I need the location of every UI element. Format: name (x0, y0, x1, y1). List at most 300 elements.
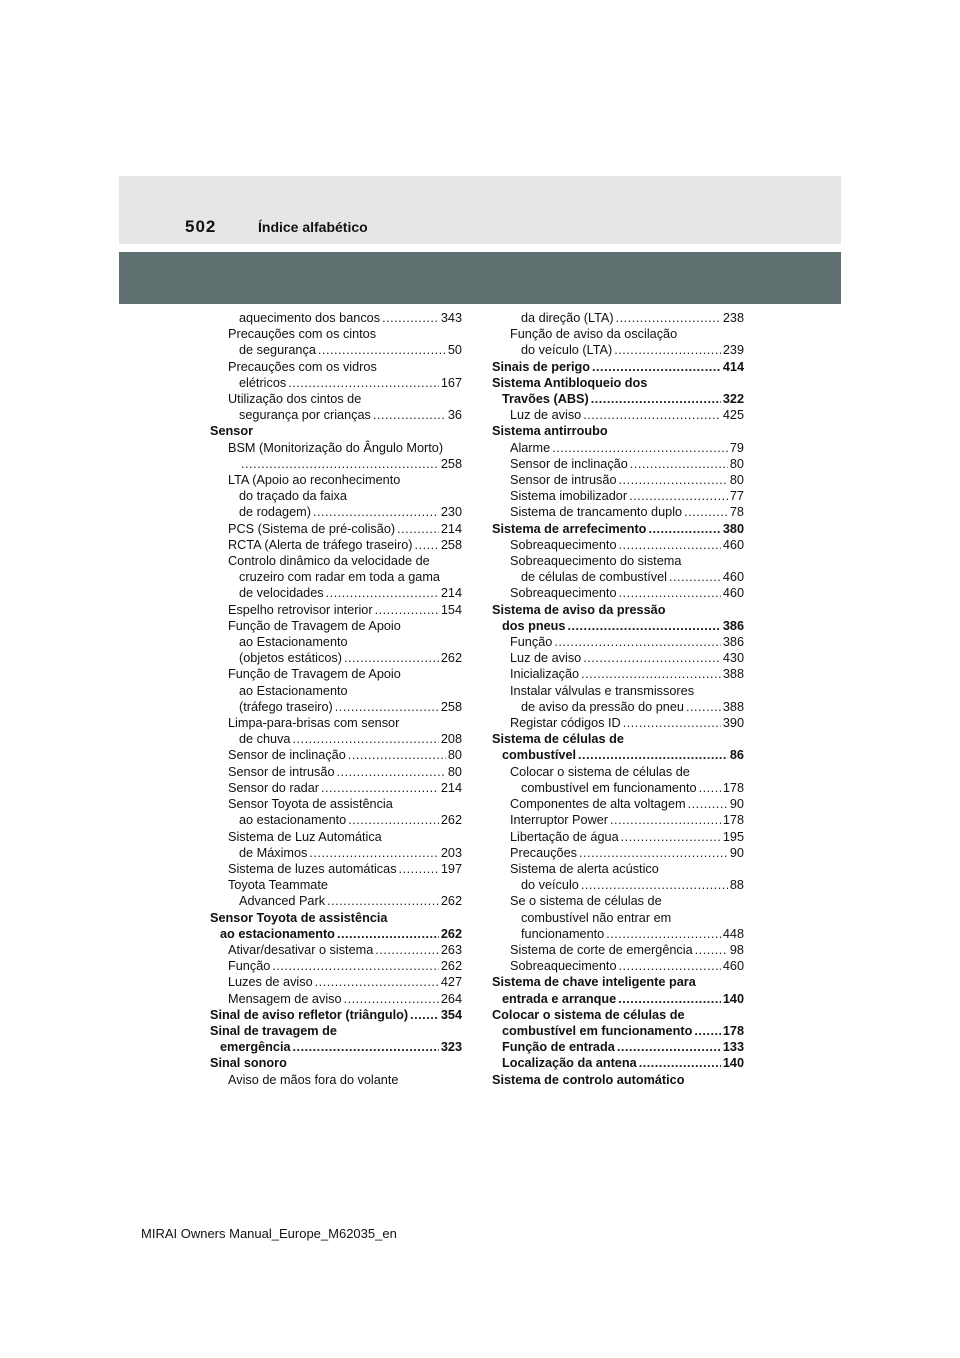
index-entry (210, 488, 462, 504)
page-reference: 80 (729, 456, 744, 471)
index-term: de velocidades (239, 586, 324, 601)
dot-leader (344, 991, 439, 1007)
page-reference: 167 (440, 375, 462, 390)
index-entry (210, 683, 462, 699)
index-entry (492, 731, 744, 747)
page-reference: 460 (722, 959, 744, 974)
index-entry (492, 440, 744, 456)
page-reference: 427 (440, 975, 462, 990)
page-reference: 90 (729, 845, 744, 860)
dot-leader (648, 521, 720, 537)
page-reference: 86 (729, 748, 744, 763)
index-term: de chuva (239, 732, 291, 747)
dot-leader (583, 407, 721, 423)
page-reference: 460 (722, 537, 744, 552)
section-title: Índice alfabético (258, 219, 368, 235)
index-entry (492, 602, 744, 618)
index-term: Sobreaquecimento (510, 586, 617, 601)
dot-leader (373, 407, 446, 423)
index-entry (210, 829, 462, 845)
dot-leader (639, 1055, 721, 1071)
index-entry (492, 893, 744, 909)
index-term: entrada e arranque (502, 991, 617, 1006)
page-reference: 80 (447, 748, 462, 763)
index-entry (210, 618, 462, 634)
index-entry (492, 683, 744, 699)
index-term: Sobreaquecimento (510, 537, 617, 552)
index-entry (492, 456, 744, 472)
index-entry (210, 942, 462, 958)
dot-leader (606, 926, 721, 942)
page-reference: 79 (729, 440, 744, 455)
header-band (119, 176, 841, 244)
index-entry (492, 407, 744, 423)
page-reference: 322 (722, 392, 744, 407)
index-entry (210, 553, 462, 569)
index-entry (492, 991, 744, 1007)
index-entry (210, 845, 462, 861)
index-term: Sistema de controlo automático (492, 1072, 685, 1087)
index-entry (492, 926, 744, 942)
index-term: Função (510, 635, 553, 650)
index-term: Sistema de chave inteligente para (492, 975, 696, 990)
index-term: Sistema de células de (492, 732, 624, 747)
page-reference: 258 (440, 699, 462, 714)
index-term: do veículo (521, 878, 579, 893)
index-entry (210, 456, 462, 472)
index-term: Sistema de luzes automáticas (228, 861, 397, 876)
page-reference: 238 (722, 311, 744, 325)
index-entry (210, 423, 462, 439)
dot-leader (397, 521, 439, 537)
dot-leader (578, 747, 728, 763)
dot-leader (309, 845, 438, 861)
index-term: Sistema imobilizador (510, 489, 628, 504)
page-reference: 78 (729, 505, 744, 520)
page-reference: 414 (722, 359, 744, 374)
index-term: Precauções com os vidros (228, 359, 377, 374)
page-reference: 88 (729, 878, 744, 893)
dot-leader (616, 310, 721, 326)
dot-leader (619, 585, 721, 601)
page-reference: 262 (440, 813, 462, 828)
dot-leader (619, 472, 728, 488)
page-reference: 425 (722, 408, 744, 423)
index-entry (492, 845, 744, 861)
index-entry (210, 537, 462, 553)
index-entry (492, 910, 744, 926)
dot-leader (699, 780, 721, 796)
dot-leader (581, 877, 728, 893)
page-reference: 80 (447, 764, 462, 779)
index-term: Espelho retrovisor interior (228, 602, 373, 617)
dot-leader (618, 991, 721, 1007)
index-term: LTA (Apoio ao reconhecimento (228, 473, 401, 488)
dot-leader (579, 845, 728, 861)
index-entry (210, 521, 462, 537)
dot-leader (337, 926, 439, 942)
dot-leader (335, 699, 439, 715)
index-term: Registar códigos ID (510, 716, 621, 731)
index-term: Função de Travagem de Apoio (228, 618, 401, 633)
dot-leader (315, 974, 439, 990)
dot-leader (293, 1039, 439, 1055)
page-reference: 430 (722, 651, 744, 666)
index-entry (492, 504, 744, 520)
index-entry (492, 1072, 744, 1088)
index-term: Sensor do radar (228, 780, 319, 795)
index-entry (210, 585, 462, 601)
dot-leader (617, 1039, 721, 1055)
page-reference: 214 (440, 780, 462, 795)
index-term: Sistema antirroubo (492, 424, 608, 439)
index-term: aquecimento dos bancos (239, 311, 381, 325)
index-entry (492, 666, 744, 682)
page-reference: 214 (440, 586, 462, 601)
index-entry (492, 861, 744, 877)
index-entry (210, 504, 462, 520)
page-reference: 388 (722, 667, 744, 682)
index-term: da direção (LTA) (521, 311, 614, 325)
dot-leader (288, 375, 439, 391)
index-term: de células de combustível (521, 570, 667, 585)
page-reference: 460 (722, 570, 744, 585)
page-reference: 388 (722, 699, 744, 714)
dot-leader (375, 602, 439, 618)
index-term: combustível (502, 748, 577, 763)
dot-leader (619, 537, 721, 553)
dot-leader (592, 359, 721, 375)
index-entry (210, 1039, 462, 1055)
page-reference: 262 (440, 651, 462, 666)
index-term: funcionamento (521, 926, 605, 941)
index-term: Mensagem de aviso (228, 991, 342, 1006)
index-entry (492, 1007, 744, 1023)
page-reference: 460 (722, 586, 744, 601)
index-term: Função de entrada (502, 1040, 615, 1055)
index-entry (492, 342, 744, 358)
index-term: combustível não entrar em (521, 910, 672, 925)
dot-leader (591, 391, 721, 407)
index-column-right (492, 310, 744, 1088)
page-reference: 343 (440, 311, 462, 325)
index-term: Sensor Toyota de assistência (210, 910, 388, 925)
index-entry (492, 1055, 744, 1071)
index-term: (objetos estáticos) (239, 651, 342, 666)
dot-leader (614, 342, 721, 358)
page-reference: 140 (722, 1056, 744, 1071)
index-term: do traçado da faixa (239, 489, 347, 504)
page-reference: 140 (722, 991, 744, 1006)
index-term: Localização da antena (502, 1056, 637, 1071)
index-entry (492, 537, 744, 553)
index-entry (210, 440, 462, 456)
index-term: Ativar/desativar o sistema (228, 942, 374, 957)
index-term: Aviso de mãos fora do volante (228, 1072, 399, 1087)
index-term: Sensor de intrusão (510, 473, 617, 488)
page-reference: 36 (447, 408, 462, 423)
index-entry (210, 375, 462, 391)
index-term: ao estacionamento (239, 813, 347, 828)
index-entry (492, 634, 744, 650)
index-term: de rodagem) (239, 505, 311, 520)
index-entry (210, 1072, 462, 1088)
index-term: Sensor (210, 424, 254, 439)
section-band (119, 252, 841, 304)
index-term: Sistema de aviso da pressão (492, 602, 666, 617)
index-entry (492, 780, 744, 796)
index-term: Limpa-para-brisas com sensor (228, 716, 400, 731)
index-term: Libertação de água (510, 829, 619, 844)
dot-leader (327, 893, 439, 909)
index-term: Instalar válvulas e transmissores (510, 683, 695, 698)
index-term: Sistema de trancamento duplo (510, 505, 683, 520)
dot-leader (321, 780, 439, 796)
index-entry (492, 650, 744, 666)
index-entry (492, 958, 744, 974)
index-entry (210, 359, 462, 375)
dot-leader (686, 699, 721, 715)
index-entry (492, 942, 744, 958)
index-term: Sensor de intrusão (228, 764, 335, 779)
index-entry (492, 877, 744, 893)
index-entry (492, 747, 744, 763)
index-term: Travões (ABS) (502, 392, 589, 407)
page-reference: 239 (722, 343, 744, 358)
page-reference: 386 (722, 635, 744, 650)
index-entry (210, 731, 462, 747)
page-reference: 154 (440, 602, 462, 617)
dot-leader (581, 666, 721, 682)
index-entry (210, 472, 462, 488)
index-term: dos pneus (502, 618, 566, 633)
index-entry (210, 666, 462, 682)
index-entry (492, 812, 744, 828)
index-term: combustível em funcionamento (521, 780, 697, 795)
index-entry (210, 926, 462, 942)
dot-leader (348, 747, 446, 763)
index-term: Função de aviso da oscilação (510, 327, 678, 342)
index-entry (210, 391, 462, 407)
index-entry (492, 1039, 744, 1055)
index-entry (492, 618, 744, 634)
index-entry (210, 342, 462, 358)
page-reference: 98 (729, 942, 744, 957)
index-entry (210, 699, 462, 715)
index-term: ao Estacionamento (239, 635, 348, 650)
index-term: Sensor Toyota de assistência (228, 797, 393, 812)
index-term: PCS (Sistema de pré-colisão) (228, 521, 396, 536)
index-entry (210, 1023, 462, 1039)
index-term: Sinal de aviso refletor (triângulo) (210, 1007, 409, 1022)
index-term: elétricos (239, 375, 287, 390)
dot-leader (610, 812, 721, 828)
dot-leader (415, 537, 439, 553)
dot-leader (623, 715, 721, 731)
dot-leader (344, 650, 439, 666)
page-reference: 197 (440, 861, 462, 876)
index-entry (492, 974, 744, 990)
index-term: Luz de aviso (510, 408, 582, 423)
index-term: Sistema de arrefecimento (492, 521, 647, 536)
index-term: do veículo (LTA) (521, 343, 613, 358)
index-term: Sistema de Luz Automática (228, 829, 382, 844)
index-entry (492, 715, 744, 731)
index-term: BSM (Monitorização do Ângulo Morto) (228, 440, 444, 455)
index-entry (210, 910, 462, 926)
page-reference: 195 (722, 829, 744, 844)
page-reference: 380 (722, 521, 744, 536)
index-entry (210, 326, 462, 342)
page-reference: 203 (440, 845, 462, 860)
page-reference: 323 (440, 1040, 462, 1055)
index-entry (210, 812, 462, 828)
index-term: Toyota Teammate (228, 878, 328, 893)
page-reference: 178 (722, 780, 744, 795)
index-entry (210, 958, 462, 974)
page-reference: 208 (440, 732, 462, 747)
index-entry (492, 521, 744, 537)
index-entry (492, 488, 744, 504)
index-term: Inicialização (510, 667, 580, 682)
page-reference: 262 (440, 959, 462, 974)
index-term: Colocar o sistema de células de (510, 764, 690, 779)
index-entry (492, 585, 744, 601)
page-reference: 354 (440, 1007, 462, 1022)
dot-leader (337, 764, 446, 780)
index-entry (210, 1055, 462, 1071)
page-reference: 214 (440, 521, 462, 536)
page-reference: 263 (440, 942, 462, 957)
index-term: (tráfego traseiro) (239, 699, 333, 714)
dot-leader (684, 504, 728, 520)
index-entry (210, 650, 462, 666)
index-entry (492, 569, 744, 585)
index-term: Sobreaquecimento do sistema (510, 554, 682, 569)
page-reference: 178 (722, 1023, 744, 1038)
index-entry (492, 1023, 744, 1039)
dot-leader (348, 812, 439, 828)
dot-leader (241, 456, 439, 472)
index-entry (210, 715, 462, 731)
page-reference: 230 (440, 505, 462, 520)
page-reference: 50 (447, 343, 462, 358)
index-term: Componentes de alta voltagem (510, 797, 686, 812)
page-reference: 262 (440, 926, 462, 941)
index-entry (492, 375, 744, 391)
index-entry (492, 699, 744, 715)
page-reference: 80 (729, 473, 744, 488)
dot-leader (695, 942, 728, 958)
dot-leader (630, 456, 728, 472)
index-entry (492, 553, 744, 569)
index-term: Sensor de inclinação (228, 748, 346, 763)
index-term: RCTA (Alerta de tráfego traseiro) (228, 537, 413, 552)
index-term: de segurança (239, 343, 316, 358)
index-term: Sinal de travagem de (210, 1023, 337, 1038)
index-term: Sobreaquecimento (510, 959, 617, 974)
index-entry (210, 877, 462, 893)
index-entry (210, 780, 462, 796)
index-term: Sistema Antibloqueio dos (492, 375, 648, 390)
index-term: Luz de aviso (510, 651, 582, 666)
index-entry (492, 391, 744, 407)
index-term: ao Estacionamento (239, 683, 348, 698)
index-term: Luzes de aviso (228, 975, 313, 990)
dot-leader (694, 1023, 720, 1039)
index-term: Interruptor Power (510, 813, 609, 828)
dot-leader (293, 731, 439, 747)
index-term: Alarme (510, 440, 551, 455)
index-entry (492, 796, 744, 812)
page-number: 502 (185, 217, 217, 236)
index-entry (492, 359, 744, 375)
dot-leader (410, 1007, 439, 1023)
index-entry (210, 407, 462, 423)
index-term: de aviso da pressão do pneu (521, 699, 684, 714)
index-term: Função de Travagem de Apoio (228, 667, 401, 682)
index-entry (210, 1007, 462, 1023)
dot-leader (688, 796, 728, 812)
index-term: Sistema de corte de emergência (510, 942, 693, 957)
index-term: Função (228, 959, 271, 974)
index-term: Se o sistema de células de (510, 894, 662, 909)
index-entry (210, 796, 462, 812)
index-column-left (210, 310, 462, 1088)
index-term: combustível em funcionamento (502, 1023, 693, 1038)
index-term: ao estacionamento (220, 926, 335, 941)
index-entry (492, 310, 744, 326)
page-reference: 448 (722, 926, 744, 941)
index-entry (210, 861, 462, 877)
index-term: Utilização dos cintos de (228, 392, 362, 407)
index-entry (210, 634, 462, 650)
dot-leader (567, 618, 720, 634)
index-term: emergência (220, 1040, 291, 1055)
dot-leader (313, 504, 439, 520)
index-term: Precauções (510, 845, 577, 860)
index-term: Sinal sonoro (210, 1056, 287, 1071)
index-entry (492, 829, 744, 845)
index-term: Controlo dinâmico da velocidade de (228, 554, 430, 569)
page-reference: 258 (440, 456, 462, 471)
index-entry (492, 326, 744, 342)
footer-manual-id: MIRAI Owners Manual_Europe_M62035_en (141, 1226, 397, 1241)
index-term: Precauções com os cintos (228, 327, 377, 342)
dot-leader (554, 634, 721, 650)
dot-leader (619, 958, 721, 974)
page-reference: 133 (722, 1040, 744, 1055)
page-reference: 262 (440, 894, 462, 909)
dot-leader (669, 569, 721, 585)
index-term: cruzeiro com radar em toda a gama (239, 570, 440, 585)
dot-leader (552, 440, 728, 456)
page-reference: 77 (729, 489, 744, 504)
index-entry (492, 472, 744, 488)
index-term: Colocar o sistema de células de (492, 1007, 685, 1022)
index-term: de Máximos (239, 845, 308, 860)
index-entry (492, 423, 744, 439)
page-reference: 386 (722, 618, 744, 633)
dot-leader (621, 829, 721, 845)
dot-leader (375, 942, 439, 958)
dot-leader (629, 488, 728, 504)
index-entry (210, 602, 462, 618)
index-entry (210, 991, 462, 1007)
index-entry (492, 764, 744, 780)
dot-leader (583, 650, 721, 666)
index-entry (210, 569, 462, 585)
